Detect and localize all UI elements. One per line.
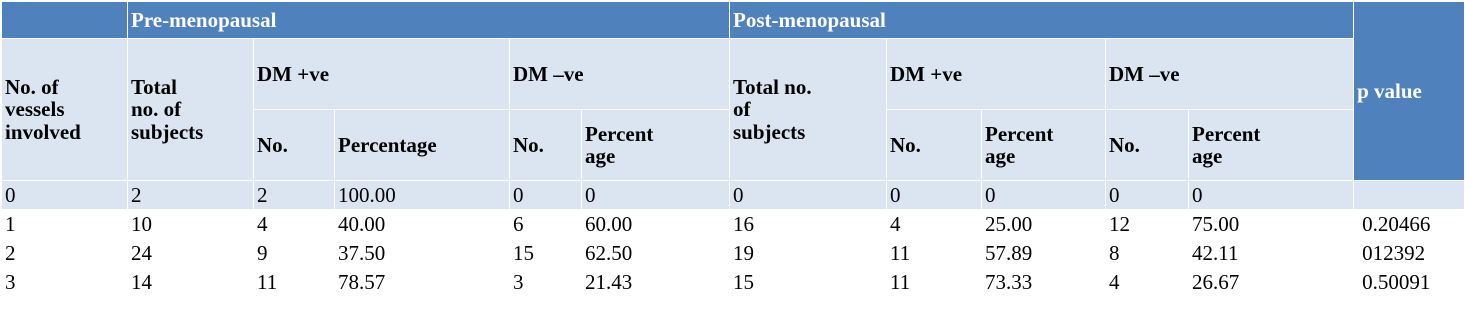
cell-post-pos-pct: 57.89	[982, 239, 1106, 268]
cell-pre-total: 14	[128, 268, 254, 297]
cell-post-neg-pct: 0	[1189, 181, 1354, 210]
pre-pos-percentage-header: Percentage	[335, 110, 510, 181]
post-total-line3: subjects	[733, 119, 806, 144]
post-pos-pct-line1: Percent	[985, 121, 1054, 146]
post-neg-pct-line2: age	[1192, 144, 1223, 168]
cell-pre-neg-no: 3	[510, 268, 582, 297]
cell-pre-neg-pct: 21.43	[582, 268, 730, 297]
cell-pre-total: 24	[128, 239, 254, 268]
post-total-line1: Total no.	[733, 75, 812, 100]
cell-post-total: 16	[730, 210, 887, 239]
cell-post-pos-pct: 73.33	[982, 268, 1106, 297]
cell-post-pos-pct: 25.00	[982, 210, 1106, 239]
cell-pre-pos-pct: 40.00	[335, 210, 510, 239]
cell-pre-neg-no: 0	[510, 181, 582, 210]
cell-post-pos-no: 11	[887, 239, 982, 268]
pre-total-subjects-header	[128, 39, 254, 181]
cell-post-neg-no: 4	[1106, 268, 1189, 297]
header-corner	[2, 2, 128, 39]
p-value-header: p value	[1354, 2, 1465, 181]
cell-pre-total: 10	[128, 210, 254, 239]
post-pos-percentage-header	[982, 110, 1106, 181]
cell-pre-neg-no: 15	[510, 239, 582, 268]
cell-pre-pos-no: 4	[254, 210, 335, 239]
cell-p-value: 012392	[1354, 239, 1465, 268]
cell-post-neg-no: 12	[1106, 210, 1189, 239]
table-row	[2, 239, 1465, 268]
post-neg-pct-line1: Percent	[1192, 121, 1261, 146]
post-pos-no-header: No.	[887, 110, 982, 181]
post-neg-no-header: No.	[1106, 110, 1189, 181]
pre-total-line2: no. of	[131, 97, 182, 122]
pre-menopausal-header: Pre-menopausal	[128, 2, 730, 39]
header-row	[2, 39, 1465, 110]
cell-post-total: 15	[730, 268, 887, 297]
cell-post-neg-no: 0	[1106, 181, 1189, 210]
post-total-line2: of	[733, 97, 751, 122]
cell-post-neg-no: 8	[1106, 239, 1189, 268]
cell-pre-pos-no: 9	[254, 239, 335, 268]
cell-pre-neg-pct: 62.50	[582, 239, 730, 268]
table-row	[2, 210, 1465, 239]
post-dm-negative-header: DM –ve	[1106, 39, 1354, 110]
pre-pos-no-header: No.	[254, 110, 335, 181]
cell-vessels: 1	[2, 210, 128, 239]
cell-post-neg-pct: 26.67	[1189, 268, 1354, 297]
post-total-subjects-header	[730, 39, 887, 181]
vessels-involved-header	[2, 39, 128, 181]
cell-post-pos-no: 0	[887, 181, 982, 210]
cell-vessels: 3	[2, 268, 128, 297]
cell-vessels: 0	[2, 181, 128, 210]
post-neg-percentage-header	[1189, 110, 1354, 181]
pre-neg-percentage-header	[582, 110, 730, 181]
cell-vessels: 2	[2, 239, 128, 268]
pre-neg-pct-line2: age	[585, 144, 616, 168]
vessels-header-line3: involved	[5, 119, 81, 144]
header-group-row	[2, 2, 1465, 39]
cell-pre-total: 2	[128, 181, 254, 210]
cell-post-total: 19	[730, 239, 887, 268]
cell-pre-pos-pct: 37.50	[335, 239, 510, 268]
pre-neg-no-header: No.	[510, 110, 582, 181]
cell-post-pos-no: 11	[887, 268, 982, 297]
cell-p-value: 0.50091	[1354, 268, 1465, 297]
cell-post-total: 0	[730, 181, 887, 210]
table-row	[2, 268, 1465, 297]
pre-total-line1: Total	[131, 75, 177, 100]
vessels-header-line1: No. of	[5, 75, 59, 100]
cell-pre-neg-pct: 0	[582, 181, 730, 210]
cell-pre-pos-no: 11	[254, 268, 335, 297]
cell-post-neg-pct: 42.11	[1189, 239, 1354, 268]
post-dm-positive-header: DM +ve	[887, 39, 1106, 110]
pre-dm-positive-header: DM +ve	[254, 39, 510, 110]
cell-p-value	[1354, 181, 1465, 210]
table-row	[2, 181, 1465, 210]
cell-pre-pos-no: 2	[254, 181, 335, 210]
cell-pre-neg-no: 6	[510, 210, 582, 239]
menopause-vessels-table	[1, 1, 1465, 297]
pre-total-line3: subjects	[131, 119, 204, 144]
cell-pre-pos-pct: 78.57	[335, 268, 510, 297]
cell-p-value: 0.20466	[1354, 210, 1465, 239]
pre-dm-negative-header: DM –ve	[510, 39, 730, 110]
vessels-header-line2: vessels	[5, 97, 65, 122]
cell-post-pos-pct: 0	[982, 181, 1106, 210]
cell-post-neg-pct: 75.00	[1189, 210, 1354, 239]
post-pos-pct-line2: age	[985, 144, 1016, 168]
cell-pre-pos-pct: 100.00	[335, 181, 510, 210]
pre-neg-pct-line1: Percent	[585, 121, 654, 146]
post-menopausal-header: Post-menopausal	[730, 2, 1354, 39]
cell-post-pos-no: 4	[887, 210, 982, 239]
cell-pre-neg-pct: 60.00	[582, 210, 730, 239]
